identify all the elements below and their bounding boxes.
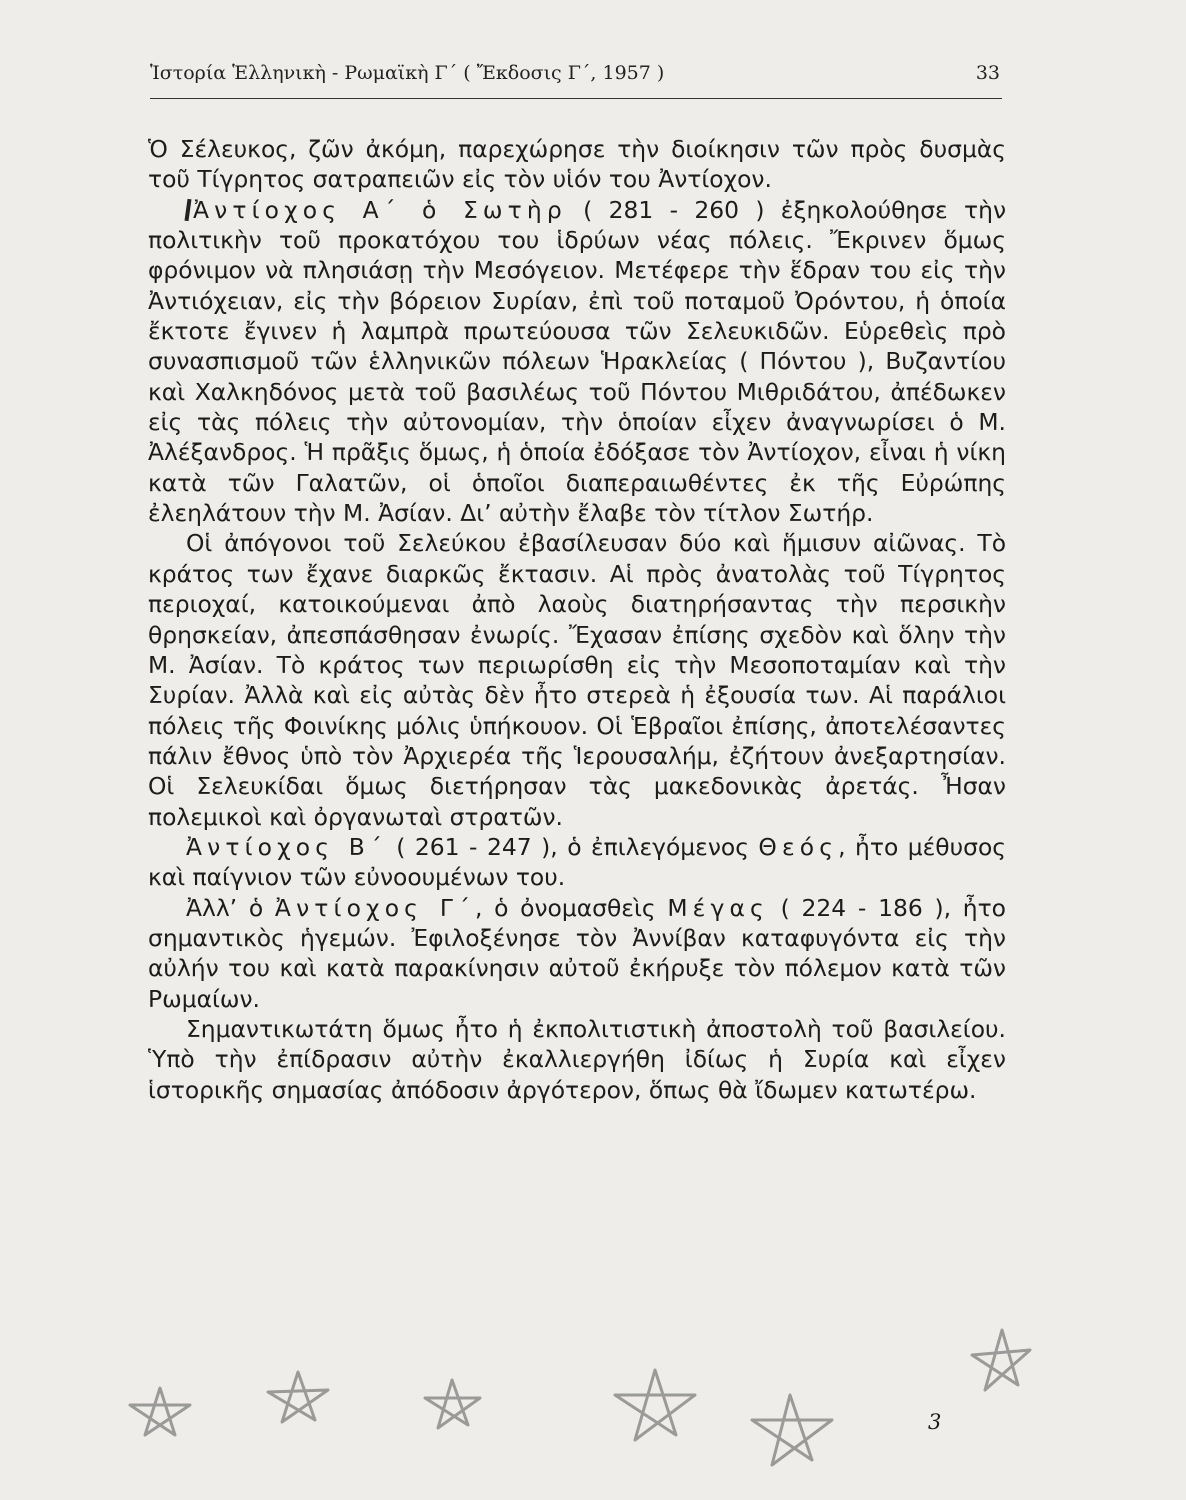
ruler-name: Ἀντίοχος Β΄	[186, 832, 387, 861]
star-doodle-icon	[130, 1388, 190, 1435]
epithet: Θεός	[758, 832, 839, 861]
paragraph-5-lead: Ἀλλ’ ὁ	[186, 893, 275, 922]
paragraph-2	[148, 195, 1006, 529]
page-number: 33	[975, 62, 1000, 84]
paragraph-6: Σημαντικωτάτη ὅμως ἦτο ἡ ἐκπολιτιστικὴ ἀποστολὴ τοῦ βασιλείου. Ὑπὸ τὴν ἐπίδρασιν αὐτὴν ἐκαλλιεργήθη ἰδίως ἡ Συρία καὶ εἶχεν ἱστορικῆς σημασίας ἀπόδοσιν ἀργότερον, ὅπως θὰ ἴδωμεν κατωτέρω.	[148, 1014, 1006, 1104]
ruler-name: Ἀντίοχος Γ΄	[274, 893, 475, 922]
header-rule	[150, 98, 1002, 99]
paragraph-1: Ὁ Σέλευκος, ζῶν ἀκόμη, παρεχώρησε τὴν διοίκησιν τῶν πρὸς δυσμὰς τοῦ Τίγρητος σατραπειῶν εἰς τὸν υἱόν του Ἀντίοχον.	[148, 135, 1006, 194]
body-text	[148, 134, 1006, 1105]
star-doodle-icon	[615, 1370, 695, 1440]
paragraph-5-text-end: ( 224 - 186 ), ἦτο σημαντικὸς ἡγεμών. Ἐφιλοξένησε τὸν Ἀννίβαν καταφυγόντα εἰς τὴν αὐλήν του καὶ κατὰ παρακίνησιν αὐτοῦ ἐκήρυξε τὸν πόλεμον κατὰ τῶν Ρωμαίων.	[148, 893, 1006, 1013]
running-header	[150, 62, 1000, 84]
ruler-name: Ἀντίοχος Α΄ ὁ Σωτὴρ	[193, 195, 567, 224]
epithet: Μέγας	[667, 893, 769, 922]
paragraph-2-text: ( 281 - 260 ) ἐξηκολούθησε τὴν πολιτικὴν τοῦ προκατόχου του ἱδρύων νέας πόλεις. Ἔκρινεν ὅμως φρόνιμον νὰ πλησιάσῃ τὴν Μεσόγειον. Μετέφερε τὴν ἕδραν του εἰς τὴν Ἀντιόχειαν, εἰς τὴν βόρειον Συρίαν, ἐπὶ τοῦ ποταμοῦ Ὀρόντου, ἡ ὁποία ἔκτοτε ἔγινεν ἡ λαμπρὰ πρωτεύουσα τῶν Σελευκιδῶν. Εὑρεθεὶς πρὸ συνασπισμοῦ τῶν ἑλληνικῶν πόλεων Ἡρακλείας ( Πόντου ), Βυζαντίου καὶ Χαλκηδόνος μετὰ τοῦ βασιλέως τοῦ Πόντου Μιθριδάτου, ἀπέδωκεν εἰς τὰς πόλεις τὴν αὐτονομίαν, τὴν ὁποίαν εἶχεν ἀναγνωρίσει ὁ Μ. Ἀλέξανδρος. Ἡ πρᾶξις ὅμως, ἡ ὁποία ἐδόξασε τὸν Ἀντίοχον, εἶναι ἡ νίκη κατὰ τῶν Γαλατῶν, οἱ ὁποῖοι διαπεραιωθέντες ἐκ τῆς Εὐρώπης ἐλεηλάτουν τὴν Μ. Ἀσίαν. Δι’ αὐτὴν ἔλαβε τὸν τίτλον Σωτήρ.	[148, 195, 1007, 528]
star-doodle-icon	[268, 1372, 328, 1422]
star-doodle-icon	[972, 1330, 1030, 1390]
paragraph-3: Οἱ ἀπόγονοι τοῦ Σελεύκου ἐβασίλευσαν δύο καὶ ἥμισυν αἰῶνας. Τὸ κράτος των ἔχανε διαρκῶς ἔκτασιν. Αἱ πρὸς ἀνατολὰς τοῦ Τίγρητος περιοχαί, κατοικούμεναι ἀπὸ λαοὺς διατηρήσαντας τὴν περσικὴν θρησκείαν, ἀπεσπάσθησαν ἐνωρίς. Ἔχασαν ἐπίσης σχεδὸν καὶ ὅλην τὴν Μ. Ἀσίαν. Τὸ κράτος των περιωρίσθη εἰς τὴν Μεσοποταμίαν καὶ τὴν Συρίαν. Ἀλλὰ καὶ εἰς αὐτὰς δὲν ἦτο στερεὰ ἡ ἐξουσία των. Αἱ παράλιοι πόλεις τῆς Φοινίκης μόλις ὑπήκουον. Οἱ Ἑβραῖοι ἐπίσης, ἀποτελέσαντες πάλιν ἔθνος ὑπὸ τὸν Ἀρχιερέα τῆς Ἱερουσαλήμ, ἐζήτουν ἀνεξαρτησίαν. Οἱ Σελευκίδαι ὅμως διετήρησαν τὰς μακεδονικὰς ἀρετάς. Ἦσαν πολεμικοὶ καὶ ὀργανωταὶ στρατῶν.	[148, 529, 1006, 831]
pencil-margin-mark	[184, 199, 191, 221]
paragraph-5	[148, 893, 1006, 1014]
paragraph-4	[148, 832, 1006, 893]
running-title: Ἱστορία Ἑλληνικὴ - Ρωμαϊκὴ Γ΄ ( Ἔκδοσις Γ΄, 1957 )	[150, 62, 665, 84]
paragraph-4-text-end: , ἦτο μέθυσος καὶ παίγνιον τῶν εὐνοουμένων του.	[148, 832, 1006, 892]
paragraph-5-text: , ὁ ὀνομασθεὶς	[474, 893, 668, 922]
star-doodle-icon	[752, 1395, 832, 1465]
signature-mark: 3	[928, 1410, 942, 1434]
star-doodle-icon	[425, 1380, 480, 1428]
paragraph-4-text: ( 261 - 247 ), ὁ ἐπιλεγόμενος	[386, 832, 759, 861]
